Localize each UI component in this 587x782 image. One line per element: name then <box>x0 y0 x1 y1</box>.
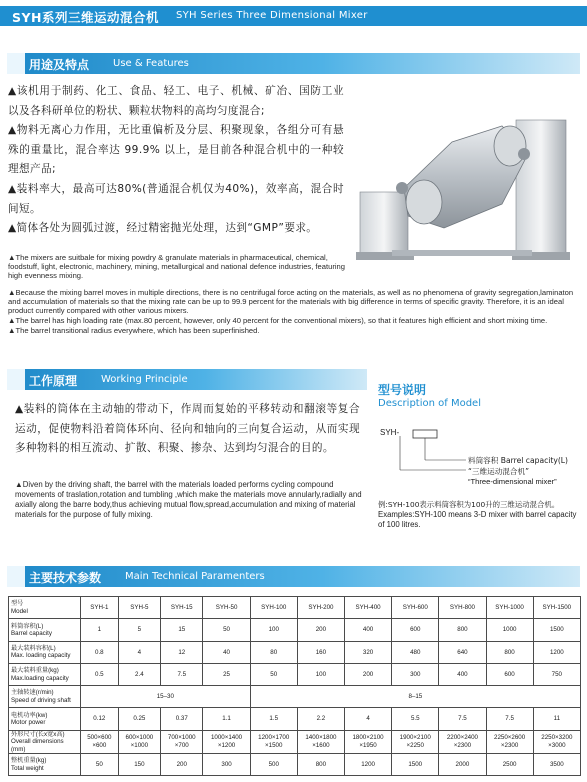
row-label-en: Motor power <box>11 719 46 727</box>
table-cell: 1 <box>81 619 119 641</box>
table-cell: 7.5 <box>439 708 486 730</box>
table-cell: 0.37 <box>161 708 203 730</box>
table-cell: SYH-5 <box>118 597 160 619</box>
table-row <box>9 641 581 663</box>
table-cell: 800 <box>297 754 344 776</box>
row-label-cn: 外形尺寸(长x宽x高) <box>11 730 65 738</box>
table-cell: 100 <box>250 619 297 641</box>
row-label-cn: 最大装料容积(L) <box>11 644 56 652</box>
table-cell: 1.5 <box>250 708 297 730</box>
table-row <box>9 597 581 619</box>
row-label <box>9 708 81 730</box>
specs-title-cn: 主要技术参数 <box>29 571 102 585</box>
table-cell: 50 <box>81 754 119 776</box>
features-section-bar <box>7 53 580 74</box>
table-cell: 12 <box>161 641 203 663</box>
table-cell: 320 <box>344 641 391 663</box>
table-cell: 1900×2100 ×2250 <box>392 730 439 753</box>
table-cell: 300 <box>392 663 439 685</box>
table-cell: 500 <box>250 754 297 776</box>
table-cell: 2200×2400 ×2300 <box>439 730 486 753</box>
table-cell: 480 <box>392 641 439 663</box>
row-label-en: Total weight <box>11 764 44 772</box>
table-cell: SYH-1 <box>81 597 119 619</box>
row-label-en: Speed of driving shaft <box>11 696 71 704</box>
table-cell: 2.4 <box>118 663 160 685</box>
principle-title-cn: 工作原理 <box>29 374 78 388</box>
table-cell: 1.1 <box>203 708 250 730</box>
feature-cn-4: ▲简体各处为圆弧过渡，经过精密抛光处理，达到“GMP”要求。 <box>8 222 318 235</box>
feature-cn-3: ▲装料率大，最高可达80%(普通混合机仅为40%)，效率高，混合时间短。 <box>8 182 344 215</box>
table-cell: 0.12 <box>81 708 119 730</box>
table-cell: SYH-400 <box>344 597 391 619</box>
table-cell: 160 <box>297 641 344 663</box>
table-cell: 4 <box>344 708 391 730</box>
table-cell: SYH-15 <box>161 597 203 619</box>
table-cell: 2250×3200 ×3000 <box>533 730 580 753</box>
table-cell: 200 <box>344 663 391 685</box>
table-cell: 0.25 <box>118 708 160 730</box>
feature-en-1: ▲The mixers are suitbale for mixing powdry & granulate materials in pharmaceutical, chemical, foodstuff, light, electronic, machinery, mining, metallurgical and national defence industries, featuring high evenness mixing. <box>8 253 345 280</box>
model-example-cn: 例:SYH-100表示料筒容积为100升的三维运动混合机。 <box>378 500 560 509</box>
feature-cn-2: ▲物料无离心力作用，无比重偏析及分层、积聚现象，各组分可有悬殊的重量比，混合率达 99.9% 以上，是目前各种混合机中的一种较理想产品; <box>8 124 344 176</box>
table-cell: SYH-600 <box>392 597 439 619</box>
row-label <box>9 686 81 708</box>
table-cell: SYH-1000 <box>486 597 533 619</box>
table-cell: 3500 <box>533 754 580 776</box>
row-label-en: Max.loading capacity <box>11 674 69 682</box>
features-title-en: Use & Features <box>113 58 189 69</box>
table-cell: 15–30 <box>81 686 251 708</box>
features-en-text-b <box>8 288 582 336</box>
table-row <box>9 708 581 730</box>
table-cell: 25 <box>203 663 250 685</box>
table-cell: SYH-200 <box>297 597 344 619</box>
table-cell: 7.5 <box>486 708 533 730</box>
section-marker <box>7 566 25 587</box>
table-row <box>9 730 581 753</box>
spec-table <box>8 596 581 776</box>
table-cell: SYH-800 <box>439 597 486 619</box>
features-en-text-a <box>8 253 348 281</box>
table-cell: 4 <box>118 641 160 663</box>
table-row <box>9 754 581 776</box>
table-cell: 50 <box>203 619 250 641</box>
table-cell: 0.5 <box>81 663 119 685</box>
row-label <box>9 597 81 619</box>
table-cell: 1800×2100 ×1950 <box>344 730 391 753</box>
title-bar <box>0 6 587 26</box>
specs-section-bar <box>7 566 580 587</box>
row-label-en: Overall dimensions (mm) <box>11 738 64 753</box>
section-marker <box>7 369 25 390</box>
table-cell: 2250×2600 ×2300 <box>486 730 533 753</box>
feature-en-2: ▲Because the mixing barrel moves in multiple directions, there is no centrifugal force acting on the materials, as well as no phenomena of gravity segregation,laminaton and accumulation of materials so that the mixing rate can be up to 99.9 percent for the materials with big difference in terms of specific gravity. Therefore, it is an ideal product currently compared with other various mixers. <box>8 288 574 315</box>
table-cell: 200 <box>297 619 344 641</box>
feature-en-4: ▲The barrel transitional radius everywhere, which has been superfinished. <box>8 326 260 335</box>
model-title-en: Description of Model <box>378 398 481 409</box>
table-cell: 1000 <box>486 619 533 641</box>
table-cell: SYH-50 <box>203 597 250 619</box>
model-type-en: “Three-dimensional mixer” <box>468 477 557 486</box>
table-cell: 11 <box>533 708 580 730</box>
section-marker <box>7 53 25 74</box>
table-cell: 640 <box>439 641 486 663</box>
table-cell: 700×1000 ×700 <box>161 730 203 753</box>
row-label <box>9 619 81 641</box>
table-cell: 200 <box>161 754 203 776</box>
row-label-cn: 电机功率(kw) <box>11 711 48 719</box>
model-title-cn: 型号说明 <box>378 383 427 397</box>
table-cell: 500×600 ×600 <box>81 730 119 753</box>
table-cell: 800 <box>439 619 486 641</box>
table-cell: 1200 <box>533 641 580 663</box>
table-cell: 800 <box>486 641 533 663</box>
table-cell: 1000×1400 ×1200 <box>203 730 250 753</box>
table-cell: 1200 <box>344 754 391 776</box>
table-cell: 400 <box>344 619 391 641</box>
principle-cn-text: ▲装料的筒体在主动轴的带动下，作周而复始的平移转动和翻滚等复合运动，促使物料沿着筒体环向、径向和轴向的三向复合运动，从而实现多种物料的相互流动、扩散、积聚、掺杂、达到均匀混合的目的。 <box>15 403 360 455</box>
row-label-en: Barrel capacity <box>11 629 52 637</box>
table-cell: 300 <box>203 754 250 776</box>
row-label <box>9 730 81 753</box>
table-cell: 150 <box>118 754 160 776</box>
table-cell: 1400×1800 ×1600 <box>297 730 344 753</box>
page-title-en: SYH Series Three Dimensional Mixer <box>176 10 368 21</box>
features-title-cn: 用途及特点 <box>29 58 90 72</box>
table-cell: 80 <box>250 641 297 663</box>
principle-title-en: Working Principle <box>101 374 188 385</box>
model-prefix: SYH- <box>380 428 400 437</box>
feature-cn-1: ▲该机用于制药、化工、食品、轻工、电子、机械、矿冶、国防工业以及各科研单位的粉状、颗粒状物料的高均匀度混合; <box>8 85 344 117</box>
model-code-diagram <box>380 424 580 494</box>
table-row <box>9 663 581 685</box>
principle-en-text: ▲Diven by the driving shaft, the barrel with the materials loaded performs cycling compound movements of traslation,rotation and tumbling ,which make the materials move annularly,radially and axially along the barre body,thus achieving mutual flow,spread,accumulation and mixing of material materials for the purpose of fully mixing. <box>15 480 362 519</box>
row-label-en: Max. loading capacity <box>11 652 71 660</box>
feature-en-3: ▲The barrel has high loading rate (max.80 percent, however, only 40 percent for the conventional mixers), so that it features high efficient and short mixing time. <box>8 316 548 325</box>
table-cell: SYH-1500 <box>533 597 580 619</box>
table-row <box>9 686 581 708</box>
table-cell: 0.8 <box>81 641 119 663</box>
table-cell: 2000 <box>439 754 486 776</box>
row-label <box>9 754 81 776</box>
page-title-cn: SYH系列三维运动混合机 <box>12 10 160 25</box>
model-capacity-label: 料筒容积 Barrel capacity(L) <box>468 456 569 465</box>
table-cell: 750 <box>533 663 580 685</box>
row-label-cn: 整机重量(kg) <box>11 757 47 765</box>
table-cell: 40 <box>203 641 250 663</box>
specs-title-en: Main Technical Paramenters <box>125 571 265 582</box>
table-cell: SYH-100 <box>250 597 297 619</box>
table-cell: 1500 <box>392 754 439 776</box>
model-type-cn: “三维运动混合机” <box>468 467 530 476</box>
row-label-en: Model <box>11 607 28 615</box>
table-cell: 50 <box>250 663 297 685</box>
table-cell: 1500 <box>533 619 580 641</box>
table-cell: 5 <box>118 619 160 641</box>
table-cell: 600 <box>486 663 533 685</box>
row-label-cn: 料筒容积(L) <box>11 622 44 630</box>
table-row <box>9 619 581 641</box>
row-label-cn: 型号 <box>11 600 24 608</box>
row-label <box>9 641 81 663</box>
table-cell: 2500 <box>486 754 533 776</box>
table-cell: 5.5 <box>392 708 439 730</box>
principle-section-bar <box>7 369 367 390</box>
row-label-cn: 最大装料重量(kg) <box>11 667 59 675</box>
model-example <box>378 500 583 530</box>
table-cell: 2.2 <box>297 708 344 730</box>
table-cell: 8–15 <box>250 686 580 708</box>
table-cell: 1200×1700 ×1500 <box>250 730 297 753</box>
model-example-en: Examples:SYH-100 means 3-D mixer with barrel capacity of 100 litres. <box>378 510 577 529</box>
table-cell: 15 <box>161 619 203 641</box>
mixer-illustration <box>352 84 580 276</box>
table-cell: 400 <box>439 663 486 685</box>
row-label-cn: 主轴转速(r/min) <box>11 689 54 697</box>
features-cn-text <box>8 82 344 239</box>
mixer-photo <box>352 84 580 276</box>
table-cell: 100 <box>297 663 344 685</box>
table-cell: 600×1000 ×1000 <box>118 730 160 753</box>
table-cell: 7.5 <box>161 663 203 685</box>
row-label <box>9 663 81 685</box>
table-cell: 600 <box>392 619 439 641</box>
